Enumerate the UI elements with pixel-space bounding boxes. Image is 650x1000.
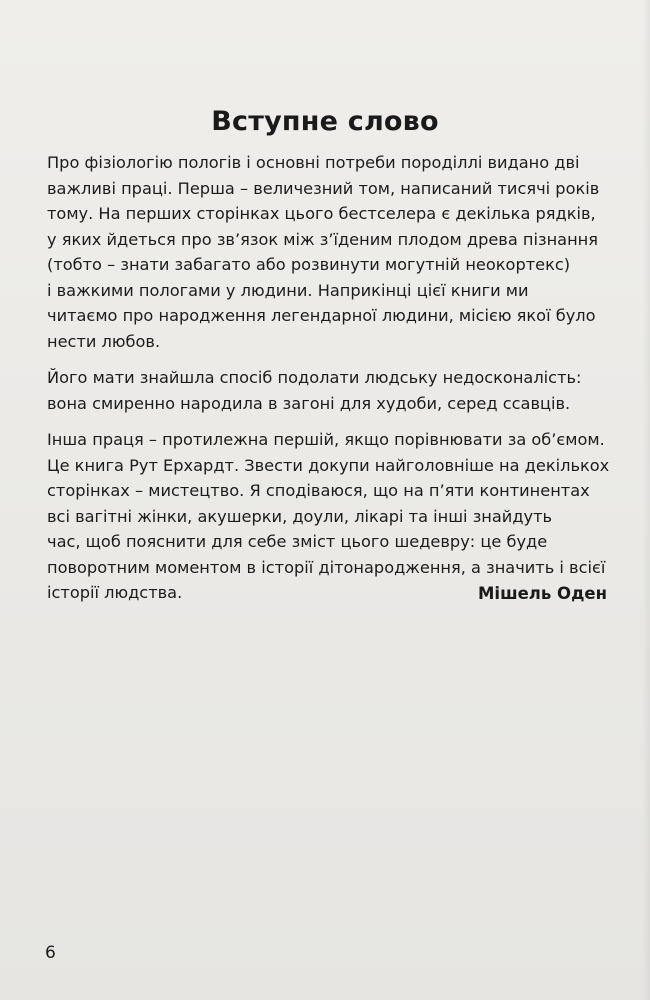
text-line: тому. На перших сторінках цього бестселера є декілька рядків, <box>47 204 596 223</box>
text-line: поворотним моментом в історії дітонародження, а значить і всієї <box>47 557 606 577</box>
text-line: і важкими пологами у людини. Наприкінці цієї книги ми <box>47 280 529 300</box>
text-line: вона смиренно народила в загоні для худоби, серед ссавців. <box>47 393 571 413</box>
page-number: 6 <box>45 943 56 963</box>
text-line: Це книга Рут Ерхардт. Звести докупи найголовніше на декількох <box>47 455 610 475</box>
text-line: (тобто – знати забагато або розвинути могутній неокортекс) <box>47 255 571 274</box>
text-line: всі вагітні жінки, акушерки, доули, лікарі та інші знайдуть <box>47 506 553 526</box>
text-line: нести любов. <box>47 331 161 351</box>
text-line: Про фізіологію пологів і основні потреби породіллі видано дві <box>47 153 580 172</box>
text-line: час, щоб пояснити для себе зміст цього шедевру: це буде <box>47 532 548 551</box>
page-title: Вступне слово <box>211 106 439 137</box>
paragraph <box>47 150 607 354</box>
text-line: у яких йдеться про зв’язок між з’їденим плодом древа пізнання <box>47 229 598 249</box>
author-signature: Мішель Оден <box>478 584 607 603</box>
text-line: історії людства. <box>47 583 183 602</box>
foreword-body <box>47 150 610 617</box>
text-line: сторінках – мистецтво. Я сподіваюся, що на п’яти континентах <box>47 481 590 500</box>
text-line: читаємо про народження легендарної людини, місією якої було <box>47 306 596 325</box>
paragraph <box>47 365 607 416</box>
paragraph <box>47 427 610 606</box>
text-line: важливі праці. Перша – величезний том, написаний тисячі років <box>47 178 600 198</box>
text-line: Його мати знайшла спосіб подолати людську недосконалість: <box>47 368 582 387</box>
text-line: Інша праця – протилежна першій, якщо порівнювати за об’ємом. <box>47 430 605 449</box>
page-edge-shadow <box>642 0 650 1000</box>
